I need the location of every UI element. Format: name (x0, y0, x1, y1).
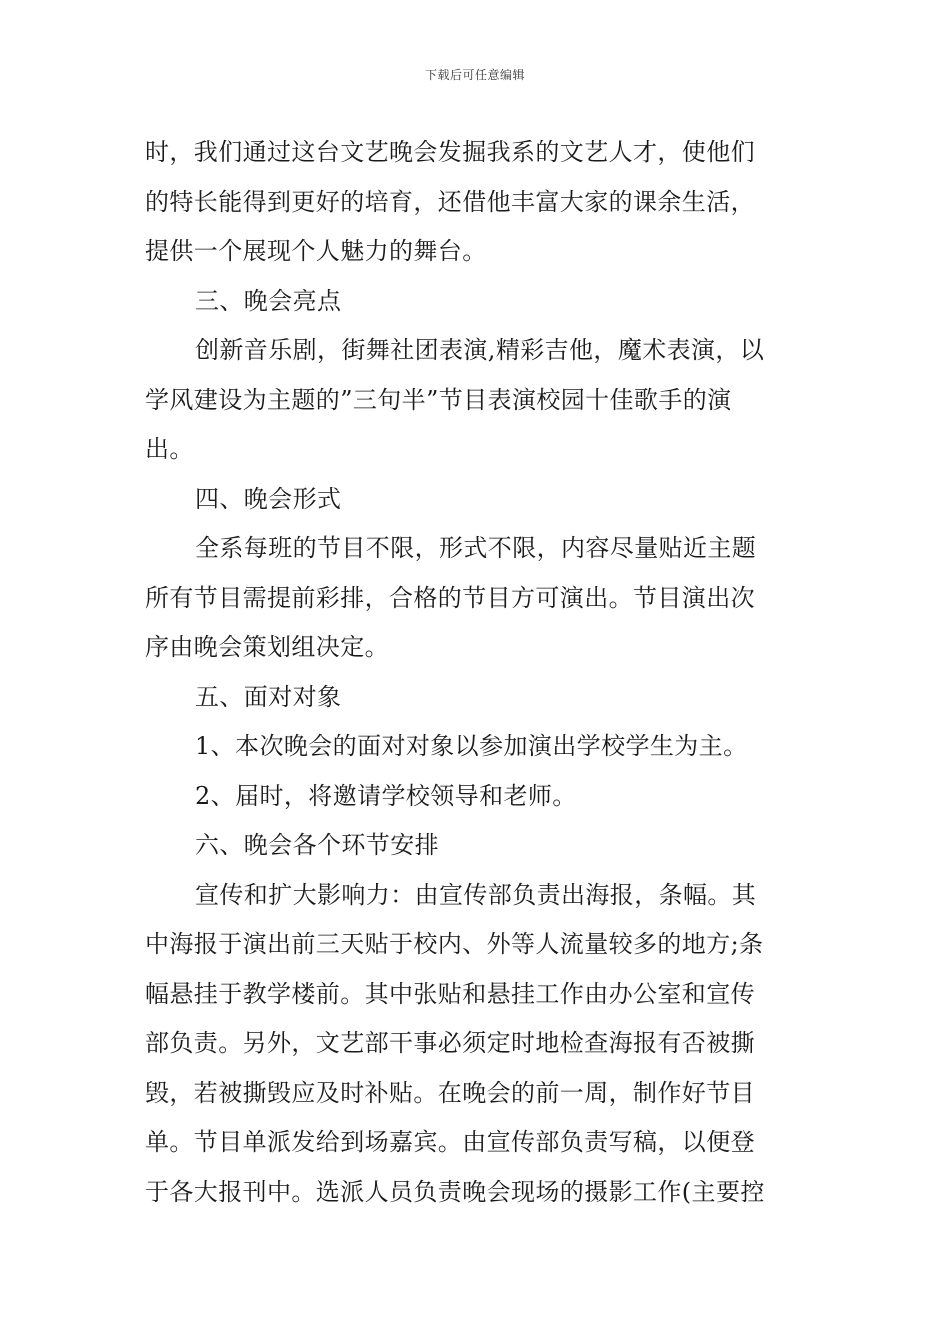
text-line: 出。 (145, 435, 194, 463)
list-item: 1、本次晚会的面对对象以参加演出学校学生为主。 (195, 732, 748, 760)
section-heading-format: 四、晚会形式 (195, 484, 342, 513)
document-body (145, 128, 810, 1217)
page-header: 下载后可任意编辑 (424, 68, 525, 82)
text-line: 毁，若被撕毁应及时补贴。在晚会的前一周，制作好节目 (145, 1078, 755, 1107)
text-line: 单。节目单派发给到场嘉宾。由宣传部负责写稿，以便登 (145, 1128, 755, 1156)
section-heading-arrangements: 六、晚会各个环节安排 (195, 831, 439, 859)
text-line: 中海报于演出前三天贴于校内、外等人流量较多的地方;条 (145, 930, 764, 958)
text-line: 创新音乐剧，街舞社团表演,精彩吉他，魔术表演，以 (195, 336, 765, 364)
section-heading-highlights: 三、晚会亮点 (195, 286, 342, 315)
text-line: 宣传和扩大影响力：由宣传部负责出海报，条幅。其 (195, 880, 757, 909)
list-item: 2、届时，将邀请学校领导和老师。 (195, 781, 577, 810)
text-line: 部负责。另外，文艺部干事必须定时地检查海报有否被撕 (145, 1029, 755, 1057)
text-line: 时，我们通过这台文艺晚会发掘我系的文艺人才，使他们 (145, 138, 755, 166)
text-line: 序由晚会策划组决定。 (145, 633, 389, 661)
text-line: 的特长能得到更好的培育，还借他丰富大家的课余生活， (145, 187, 755, 216)
text-line: 学风建设为主题的”三句半”节目表演校园十佳歌手的演 (145, 385, 732, 414)
section-heading-audience: 五、面对对象 (195, 682, 342, 711)
text-line: 提供一个展现个人魅力的舞台。 (145, 237, 487, 265)
text-line: 幅悬挂于教学楼前。其中张贴和悬挂工作由办公室和宣传 (145, 979, 755, 1008)
text-line: 于各大报刊中。选派人员负责晚会现场的摄影工作(主要控 (145, 1177, 765, 1206)
text-line: 全系每班的节目不限，形式不限，内容尽量贴近主题 (195, 534, 757, 562)
text-line: 所有节目需提前彩排，合格的节目方可演出。节目演出次 (145, 583, 755, 612)
